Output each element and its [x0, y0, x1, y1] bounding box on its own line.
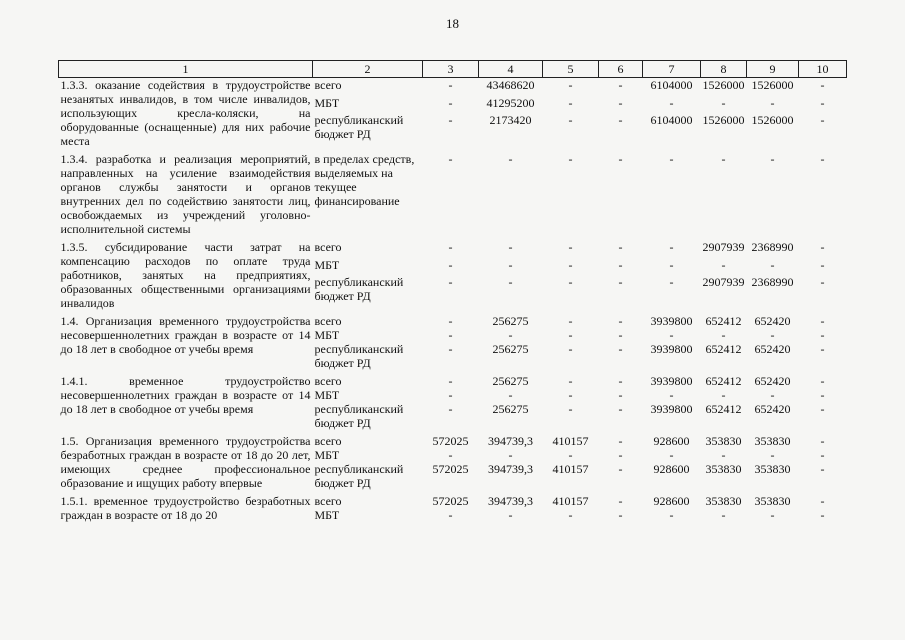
amount-cell: 6104000	[650, 78, 693, 92]
amount-cell: 2368990	[751, 275, 794, 289]
amount-cell: 6104000	[650, 113, 693, 128]
amount-cell: 353830	[754, 434, 791, 448]
amount-cell: -	[669, 152, 674, 166]
amount-cell: -	[568, 448, 573, 462]
amount-cell: -	[820, 508, 825, 522]
amount-cell: 410157	[552, 462, 589, 476]
amount-cell: 1526000	[751, 78, 794, 92]
funding-source: МБТ	[314, 95, 340, 110]
funding-source: МБТ	[314, 388, 340, 402]
amount-cell: -	[448, 374, 453, 388]
amount-cell: -	[770, 95, 775, 110]
amount-cell: -	[568, 314, 573, 328]
amount-cell: -	[618, 388, 623, 402]
amount-cell: -	[820, 257, 825, 272]
amount-cell: 2907939	[702, 275, 745, 289]
amount-cell: -	[669, 240, 674, 254]
amount-cell: -	[508, 328, 513, 342]
amount-cell: 652412	[705, 342, 742, 356]
amount-cell: -	[568, 402, 573, 416]
amount-cell: 353830	[705, 434, 742, 448]
amount-cell: -	[820, 328, 825, 342]
table-row	[59, 152, 847, 236]
amount-cell: -	[448, 257, 453, 272]
amount-cell: -	[820, 95, 825, 110]
column-header: 3	[423, 61, 479, 78]
amount-cell: 410157	[552, 434, 589, 448]
amount-cell: 928600	[653, 462, 690, 476]
measure-description: 1.4. Организация временного трудоустройства несовершеннолетних граждан в возрасте от 14 до 18 лет в свободное от учебы время	[60, 314, 311, 356]
amount-cell: -	[448, 78, 453, 92]
funding-source: МБТ	[314, 508, 340, 522]
amount-cell: -	[820, 113, 825, 128]
amount-cell: -	[618, 494, 623, 508]
amount-cell: 353830	[754, 462, 791, 476]
amount-cell: -	[721, 257, 726, 272]
amount-cell: -	[448, 508, 453, 522]
amount-cell: -	[770, 508, 775, 522]
amount-cell: 572025	[432, 494, 469, 508]
amount-cell: -	[508, 152, 513, 166]
amount-cell: 572025	[432, 434, 469, 448]
amount-cell: -	[508, 257, 513, 272]
amount-cell: -	[568, 275, 573, 289]
section-gap	[59, 522, 847, 526]
amount-cell: -	[618, 374, 623, 388]
amount-cell: -	[568, 342, 573, 356]
amount-cell: -	[448, 95, 453, 110]
amount-cell: -	[508, 388, 513, 402]
amount-cell: 2368990	[751, 240, 794, 254]
budget-table	[58, 60, 847, 526]
amount-cell: 394739,3	[488, 494, 533, 508]
amount-cell: 353830	[754, 494, 791, 508]
column-header: 10	[799, 61, 847, 78]
amount-cell: -	[721, 95, 726, 110]
amount-cell: -	[448, 152, 453, 166]
funding-source: всего	[314, 240, 342, 254]
amount-cell: -	[820, 434, 825, 448]
funding-source: республиканский бюджет РД	[314, 342, 404, 370]
amount-cell: -	[820, 388, 825, 402]
funding-source: всего	[314, 434, 342, 448]
amount-cell: 928600	[653, 494, 690, 508]
amount-cell: -	[820, 462, 825, 476]
amount-cell: 1526000	[702, 113, 745, 128]
amount-cell: -	[618, 342, 623, 356]
page-number: 18	[446, 16, 459, 31]
amount-cell: 3939800	[650, 402, 693, 416]
amount-cell: -	[568, 328, 573, 342]
measure-description: 1.3.4. разработка и реализация мероприятий, направленных на усиление взаимодействия органов службы занятости и органов внутренних дел по содействию занятости лиц, освобождаемых из учреждений уголовно-исполнительной системы	[60, 152, 311, 236]
amount-cell: 256275	[492, 342, 529, 356]
table-row	[59, 374, 847, 388]
funding-source: всего	[314, 78, 342, 92]
column-header: 4	[479, 61, 543, 78]
amount-cell: -	[568, 78, 573, 92]
amount-cell: 652420	[754, 374, 791, 388]
amount-cell: -	[508, 448, 513, 462]
amount-cell: 3939800	[650, 374, 693, 388]
amount-cell: -	[669, 95, 674, 110]
amount-cell: 3939800	[650, 314, 693, 328]
funding-source: всего	[314, 374, 342, 388]
funding-source: всего	[314, 494, 342, 508]
amount-cell: -	[820, 342, 825, 356]
amount-cell: 3939800	[650, 342, 693, 356]
amount-cell: -	[568, 240, 573, 254]
amount-cell: 256275	[492, 374, 529, 388]
amount-cell: -	[618, 152, 623, 166]
amount-cell: -	[820, 275, 825, 289]
amount-cell: -	[448, 342, 453, 356]
amount-cell: 652412	[705, 374, 742, 388]
amount-cell: -	[721, 448, 726, 462]
amount-cell: -	[448, 240, 453, 254]
amount-cell: 2173420	[489, 113, 532, 128]
amount-cell: -	[770, 388, 775, 402]
amount-cell: -	[820, 240, 825, 254]
funding-source: МБТ	[314, 257, 340, 272]
amount-cell: 1526000	[702, 78, 745, 92]
amount-cell: -	[669, 388, 674, 402]
amount-cell: 652420	[754, 342, 791, 356]
column-header-row	[59, 61, 847, 78]
amount-cell: -	[448, 402, 453, 416]
column-header: 2	[313, 61, 423, 78]
amount-cell: 652420	[754, 402, 791, 416]
column-header: 7	[643, 61, 701, 78]
measure-description: 1.3.3. оказание содействия в трудоустройстве незанятых инвалидов, в том числе инвалидов, использующих кресла-коляски, на оборудованные (оснащенные) для них рабочие места	[60, 78, 311, 148]
measure-description: 1.3.5. субсидирование части затрат на компенсацию расходов по оплате труда работников, занятых на предприятиях, образованных общественными организациями инвалидов	[60, 240, 311, 310]
amount-cell: 43468620	[486, 78, 535, 92]
amount-cell: -	[568, 257, 573, 272]
amount-cell: -	[568, 374, 573, 388]
amount-cell: -	[568, 95, 573, 110]
amount-cell: 652412	[705, 402, 742, 416]
amount-cell: 928600	[653, 434, 690, 448]
amount-cell: -	[820, 448, 825, 462]
amount-cell: 652412	[705, 314, 742, 328]
amount-cell: -	[721, 508, 726, 522]
amount-cell: -	[508, 508, 513, 522]
table-row	[59, 240, 847, 258]
amount-cell: -	[448, 448, 453, 462]
amount-cell: -	[618, 78, 623, 92]
amount-cell: -	[568, 113, 573, 128]
table-row	[59, 434, 847, 448]
column-header: 6	[599, 61, 643, 78]
measure-description: 1.5. Организация временного трудоустройства безработных граждан в возрасте от 18 до 20 лет, имеющих среднее профессиональное образование и ищущих работу впервые	[60, 434, 311, 490]
amount-cell: -	[770, 257, 775, 272]
column-header: 5	[543, 61, 599, 78]
section-gap-cell	[59, 522, 847, 526]
amount-cell: 353830	[705, 494, 742, 508]
amount-cell: -	[448, 388, 453, 402]
amount-cell: -	[618, 113, 623, 128]
amount-cell: -	[820, 78, 825, 92]
table-row	[59, 494, 847, 508]
amount-cell: -	[721, 388, 726, 402]
funding-source: республиканский бюджет РД	[314, 113, 404, 142]
funding-source: республиканский бюджет РД	[314, 462, 404, 490]
table-row	[59, 314, 847, 328]
amount-cell: -	[508, 275, 513, 289]
amount-cell: 394739,3	[488, 462, 533, 476]
table-row	[59, 78, 847, 96]
amount-cell: -	[618, 448, 623, 462]
amount-cell: -	[568, 152, 573, 166]
amount-cell: -	[820, 314, 825, 328]
amount-cell: -	[669, 257, 674, 272]
amount-cell: -	[618, 95, 623, 110]
column-header: 8	[701, 61, 747, 78]
funding-source: всего	[314, 314, 342, 328]
amount-cell: 256275	[492, 314, 529, 328]
amount-cell: -	[448, 275, 453, 289]
amount-cell: -	[669, 448, 674, 462]
amount-cell: 394739,3	[488, 434, 533, 448]
amount-cell: -	[618, 508, 623, 522]
funding-source: в пределах средств, выделяемых на текущее финансирование	[314, 152, 415, 208]
amount-cell: -	[669, 328, 674, 342]
amount-cell: 652420	[754, 314, 791, 328]
amount-cell: -	[618, 434, 623, 448]
amount-cell: -	[618, 402, 623, 416]
amount-cell: 410157	[552, 494, 589, 508]
amount-cell: 353830	[705, 462, 742, 476]
measure-description: 1.5.1. временное трудоустройство безработных граждан в возрасте от 18 до 20	[60, 494, 311, 522]
amount-cell: 256275	[492, 402, 529, 416]
funding-source: МБТ	[314, 448, 340, 462]
amount-cell: -	[669, 275, 674, 289]
funding-source: МБТ	[314, 328, 340, 342]
amount-cell: -	[618, 240, 623, 254]
amount-cell: -	[618, 314, 623, 328]
amount-cell: -	[820, 494, 825, 508]
amount-cell: -	[618, 257, 623, 272]
amount-cell: 2907939	[702, 240, 745, 254]
amount-cell: -	[568, 508, 573, 522]
amount-cell: -	[820, 152, 825, 166]
amount-cell: -	[618, 328, 623, 342]
amount-cell: -	[448, 113, 453, 128]
amount-cell: -	[568, 388, 573, 402]
amount-cell: -	[669, 508, 674, 522]
amount-cell: 572025	[432, 462, 469, 476]
amount-cell: -	[618, 275, 623, 289]
amount-cell: -	[721, 328, 726, 342]
amount-cell: -	[448, 328, 453, 342]
column-header: 1	[59, 61, 313, 78]
amount-cell: -	[618, 462, 623, 476]
funding-source: республиканский бюджет РД	[314, 275, 404, 303]
amount-cell: -	[721, 152, 726, 166]
amount-cell: -	[508, 240, 513, 254]
table-body	[59, 78, 847, 527]
amount-cell: -	[770, 152, 775, 166]
column-header: 9	[747, 61, 799, 78]
funding-source: республиканский бюджет РД	[314, 402, 404, 430]
amount-cell: -	[770, 448, 775, 462]
amount-cell: 41295200	[486, 95, 535, 110]
amount-cell: 1526000	[751, 113, 794, 128]
amount-cell: -	[448, 314, 453, 328]
amount-cell: -	[770, 328, 775, 342]
amount-cell: -	[820, 374, 825, 388]
amount-cell: -	[820, 402, 825, 416]
measure-description: 1.4.1. временное трудоустройство несовершеннолетних граждан в возрасте от 14 до 18 лет в свободное от учебы время	[60, 374, 311, 416]
